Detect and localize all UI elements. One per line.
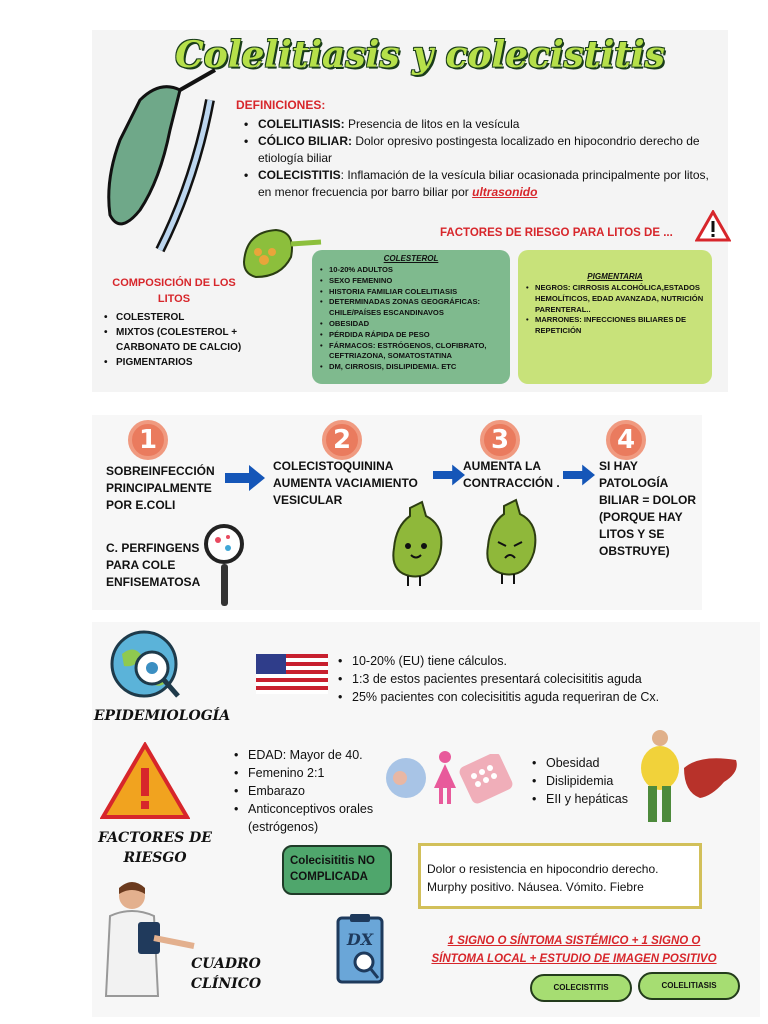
step-text-2: COLECISTOQUININA AUMENTA VACIAMIENTO VESICULAR bbox=[273, 459, 418, 507]
list-item: • DETERMINADAS ZONAS GEOGRÁFICAS: CHILE/PAÍSES ESCANDINAVOS bbox=[320, 297, 502, 319]
list-item: • HISTORIA FAMILIAR COLELITIASIS bbox=[320, 287, 502, 298]
risk-factors-left-list bbox=[234, 746, 394, 836]
definitions-heading: DEFINICIONES: bbox=[236, 98, 326, 112]
composition-item: • COLESTEROL bbox=[104, 310, 244, 325]
list-item: • 10-20% ADULTOS bbox=[320, 265, 502, 276]
page-title: Colelitiasis y colecistitis bbox=[175, 34, 665, 76]
list-item: • EDAD: Mayor de 40. bbox=[234, 746, 394, 764]
clinical-heading: CUADRO CLÍNICO bbox=[190, 956, 262, 992]
warning-icon bbox=[695, 210, 731, 242]
risk-factors-right-list bbox=[532, 754, 652, 808]
female-icon bbox=[432, 750, 458, 806]
pigment-heading: PIGMENTARIA bbox=[587, 272, 643, 281]
list-item: • MARRONES: INFECCIONES BILIARES DE REPETICIÓN bbox=[526, 315, 704, 337]
list-item: • EII y hepáticas bbox=[532, 790, 652, 808]
colelitiasis-bubble: COLELITIASIS bbox=[638, 972, 740, 1000]
liver-icon bbox=[680, 752, 740, 802]
dx-clipboard-icon bbox=[334, 912, 386, 988]
list-item: • FÁRMACOS: ESTRÓGENOS, CLOFIBRATO, CEFTRIAZONA, SOMATOSTATINA bbox=[320, 341, 502, 363]
epidemiology-heading: EPIDEMIOLOGÍA bbox=[93, 708, 231, 724]
step-text-4: SI HAY PATOLOGÍA BILIAR = DOLOR (PORQUE HAY LITOS Y SE OBSTRUYE) bbox=[599, 459, 697, 558]
risk-factors-section-heading: FACTORES DE RIESGO bbox=[98, 830, 212, 866]
symptoms-box: Dolor o resistencia en hipocondrio derecho. Murphy positivo. Náusea. Vómito. Fiebre bbox=[418, 843, 702, 909]
cholesterol-list bbox=[320, 265, 502, 373]
perfringens-note: C. PERFINGENS PARA COLE ENFISEMATOSA bbox=[106, 541, 201, 589]
composition-heading: COMPOSICIÓN DE LOS LITOS bbox=[112, 277, 236, 305]
obese-man-icon bbox=[636, 728, 682, 828]
pregnancy-icon bbox=[384, 752, 428, 802]
globe-virus-icon bbox=[108, 628, 184, 704]
definition-item: • CÓLICO BILIAR: Dolor opresivo postingesta localizado en hipocondrio derecho de etiología biliar bbox=[244, 133, 720, 167]
list-item: • OBESIDAD bbox=[320, 319, 502, 330]
happy-gallbladder-icon bbox=[380, 498, 460, 588]
definitions-list bbox=[244, 116, 720, 201]
arrow-right-icon bbox=[225, 465, 265, 491]
epidemiology-list bbox=[338, 652, 738, 706]
step-number-3: 3 bbox=[480, 420, 520, 460]
step-text-3: AUMENTA LA CONTRACCIÓN . bbox=[463, 459, 560, 490]
definition-item: • COLECISTITIS: Inflamación de la vesícula biliar ocasionada principalmente por litos, en menor frecuencia por barro biliar por ultrasonido bbox=[244, 167, 720, 201]
arrow-right-icon bbox=[563, 462, 595, 488]
list-item: • Anticonceptivos orales (estrógenos) bbox=[234, 800, 394, 836]
list-item: • 10-20% (EU) tiene cálculos. bbox=[338, 652, 738, 670]
uncomplicated-label: Colecisititis NO COMPLICADA bbox=[282, 845, 392, 895]
risk-factors-heading: FACTORES DE RIESGO PARA LITOS DE ... bbox=[440, 227, 673, 239]
step-number-2: 2 bbox=[322, 420, 362, 460]
list-item: • DM, CIRROSIS, DISLIPIDEMIA. ETC bbox=[320, 362, 502, 373]
step-number-1: 1 bbox=[128, 420, 168, 460]
list-item: • 1:3 de estos pacientes presentará colecisititis aguda bbox=[338, 670, 738, 688]
contraceptive-pills-icon bbox=[458, 754, 514, 804]
arrow-right-icon bbox=[433, 462, 465, 488]
warning-triangle-icon bbox=[100, 742, 190, 820]
sad-gallbladder-icon bbox=[474, 496, 554, 586]
list-item: • PÉRDIDA RÁPIDA DE PESO bbox=[320, 330, 502, 341]
composition-item: • MIXTOS (COLESTEROL + CARBONATO DE CALCIO) bbox=[104, 325, 244, 355]
step-text-1: SOBREINFECCIÓN PRINCIPALMENTE POR E.COLI bbox=[106, 464, 215, 512]
list-item: • 25% pacientes con colecisititis aguda requeriran de Cx. bbox=[338, 688, 738, 706]
dx-criteria: 1 SIGNO O SÍNTOMA SISTÉMICO + 1 SIGNO O SÍNTOMA LOCAL + ESTUDIO DE IMAGEN POSITIVO bbox=[431, 935, 717, 965]
list-item: • SEXO FEMENINO bbox=[320, 276, 502, 287]
definition-item: • COLELITIASIS: Presencia de litos en la vesícula bbox=[244, 116, 720, 133]
pigment-box bbox=[518, 250, 712, 384]
cholesterol-box bbox=[312, 250, 510, 384]
magnifier-bacteria-icon bbox=[200, 522, 250, 608]
composition-item: • PIGMENTARIOS bbox=[104, 355, 244, 370]
gallbladder-ducts-icon bbox=[100, 60, 230, 260]
cholesterol-heading: COLESTEROL bbox=[383, 254, 439, 263]
colecistitis-bubble: COLECISTITIS bbox=[530, 974, 632, 1002]
list-item: • NEGROS: CIRROSIS ALCOHÓLICA,ESTADOS HEMOLÍTICOS, EDAD AVANZADA, NUTRICIÓN PARENTERAL.. bbox=[526, 283, 704, 315]
list-item: • Dislipidemia bbox=[532, 772, 652, 790]
pigment-list bbox=[526, 283, 704, 337]
list-item: • Obesidad bbox=[532, 754, 652, 772]
list-item: • Femenino 2:1 bbox=[234, 764, 394, 782]
composition-list bbox=[104, 310, 244, 370]
us-flag-icon bbox=[256, 654, 328, 694]
list-item: • Embarazo bbox=[234, 782, 394, 800]
dx-label: DX bbox=[346, 930, 374, 949]
step-number-4: 4 bbox=[606, 420, 646, 460]
